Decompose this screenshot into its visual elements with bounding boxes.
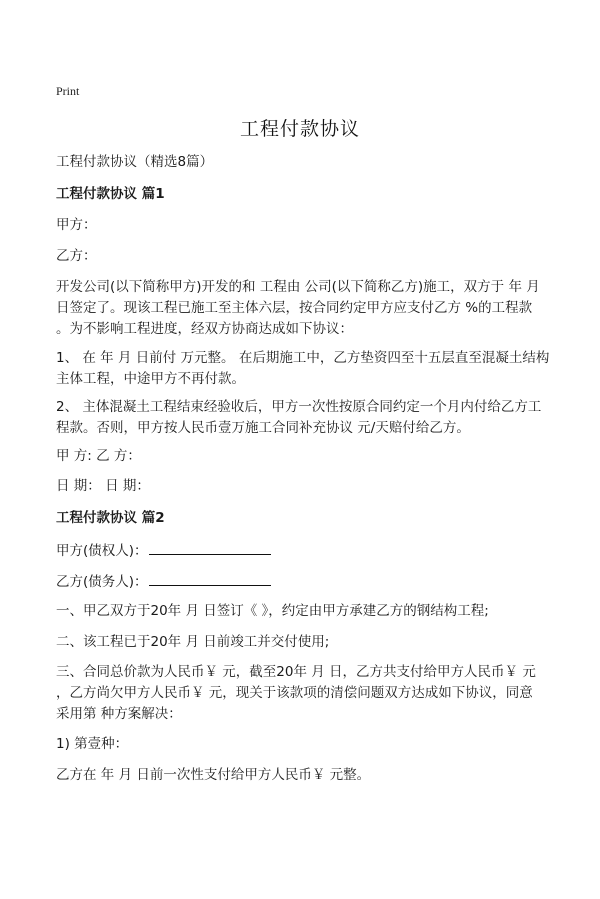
date-line: 日 期： 日 期： bbox=[56, 478, 150, 494]
section2-heading: 工程付款协议 篇2 bbox=[56, 510, 165, 526]
clause2: 二、该工程已于20年 月 日前竣工并交付使用; bbox=[56, 634, 330, 650]
item1-line2: 主体工程，中途甲方不再付款。 bbox=[56, 371, 245, 387]
item2-line2: 程款。否则，甲方按人民币壹万施工合同补充协议 元/天赔付给乙方。 bbox=[56, 420, 470, 436]
paragraph1-line3: 。为不影响工程进度，经双方协商达成如下协议： bbox=[56, 321, 353, 337]
creditor-blank-line bbox=[149, 540, 271, 555]
clause3-line1: 三、合同总价款为人民币￥ 元，截至20年 月 日，乙方共支付给甲方人民币￥ 元 bbox=[56, 664, 536, 680]
document-title: 工程付款协议 bbox=[239, 118, 360, 140]
party-a-label: 甲方： bbox=[56, 217, 97, 233]
creditor-label: 甲方(债权人)： bbox=[56, 543, 148, 559]
party-b-label: 乙方： bbox=[56, 248, 97, 264]
item2-line1: 2、 主体混凝土工程结束经验收后，甲方一次性按原合同约定一个月内付给乙方工 bbox=[56, 399, 542, 415]
paragraph1-line1: 开发公司(以下简称甲方)开发的和 工程由 公司(以下简称乙方)施工，双方于 年 月 bbox=[56, 279, 540, 295]
item1-line1: 1、 在 年 月 日前付 万元整。 在后期施工中，乙方垫资四至十五层直至混凝土结构 bbox=[56, 350, 550, 366]
option1-text: 乙方在 年 月 日前一次性支付给甲方人民币￥ 元整。 bbox=[56, 767, 371, 783]
signature-line: 甲 方: 乙 方： bbox=[56, 448, 141, 464]
section1-heading: 工程付款协议 篇1 bbox=[56, 186, 165, 202]
debtor-label: 乙方(债务人)： bbox=[56, 574, 148, 590]
document-subtitle: 工程付款协议（精选8篇） bbox=[56, 154, 214, 170]
clause3-line2: ，乙方尚欠甲方人民币￥ 元，现关于该款项的清偿问题双方达成如下协议，同意 bbox=[56, 685, 533, 701]
print-label: Print bbox=[56, 84, 80, 98]
clause3-line3: 采用第 种方案解决： bbox=[56, 706, 182, 722]
clause1: 一、甲乙双方于20年 月 日签订《 》，约定由甲方承建乙方的钢结构工程; bbox=[56, 603, 489, 619]
debtor-blank-line bbox=[149, 571, 271, 586]
creditor-row bbox=[56, 540, 556, 561]
option1-label: 1) 第壹种： bbox=[56, 736, 129, 752]
debtor-row bbox=[56, 571, 556, 592]
paragraph1-line2: 日签定了。现该工程已施工至主体六层，按合同约定甲方应支付乙方 %的工程款 bbox=[56, 300, 533, 316]
